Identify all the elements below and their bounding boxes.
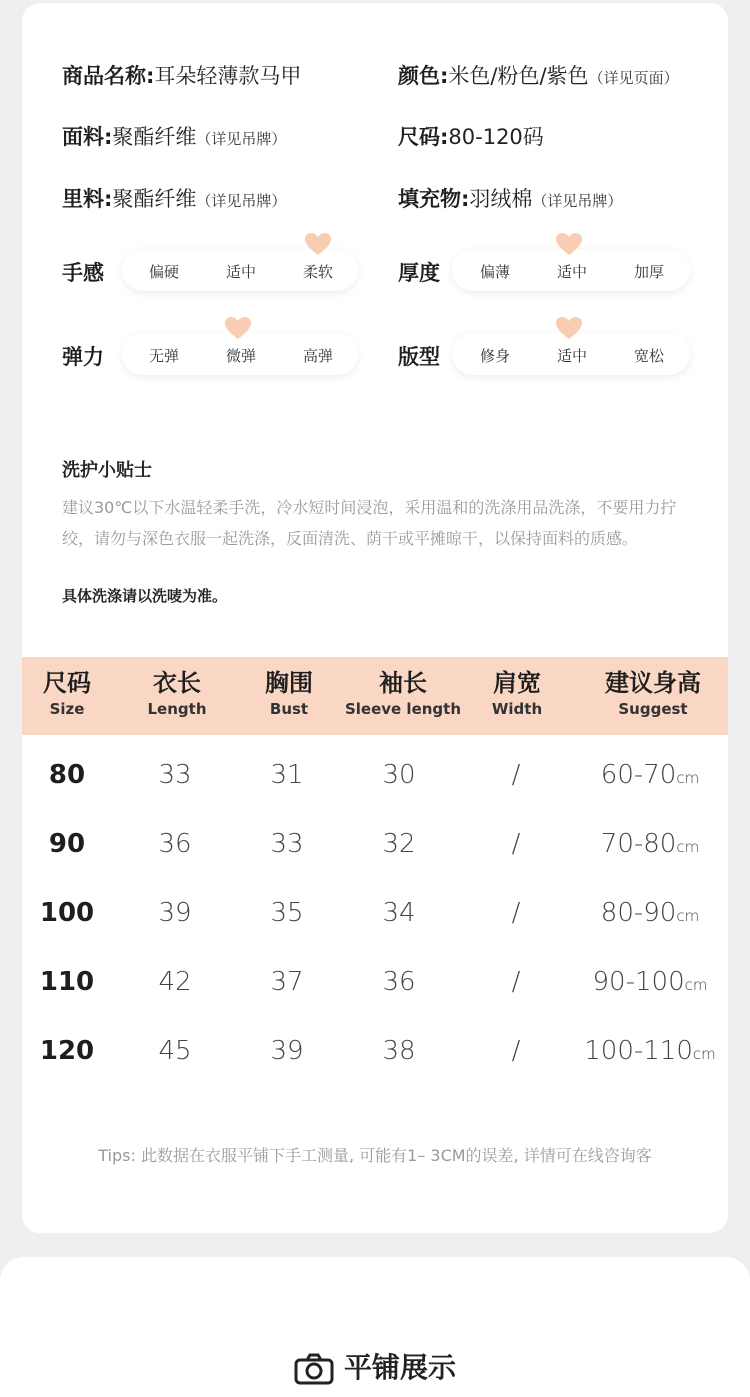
section-title-text: 平铺展示: [343, 1351, 456, 1384]
measurement-tips: Tips: 此数据在衣服平铺下手工测量, 可能有1– 3CM的误差, 详情可在线咨询客: [98, 1146, 652, 1165]
rating-option: 修身: [479, 347, 510, 365]
cell-length: 42: [158, 967, 192, 997]
info-note: （详见吊牌）: [196, 130, 287, 148]
cell-sleeve: 34: [382, 898, 416, 928]
cell-size: 120: [39, 1036, 95, 1066]
info-label: 里料:: [62, 187, 113, 211]
info-label: 面料:: [62, 125, 113, 149]
rating-label-thickness: 厚度: [398, 261, 440, 285]
header-sleeve: [338, 667, 468, 719]
section-title: [0, 1346, 750, 1386]
info-label: 填充物:: [398, 187, 470, 211]
cell-width: /: [511, 760, 521, 790]
rating-option: 无弹: [148, 347, 179, 365]
header-size: [22, 667, 112, 719]
header-en: Bust: [269, 700, 309, 718]
cell-height: [575, 967, 725, 997]
height-range: 70-80: [600, 829, 677, 859]
info-value: 耳朵轻薄款马甲: [154, 64, 302, 88]
heart-icon: [555, 232, 583, 256]
height-range: 90-100: [592, 967, 685, 997]
info-note: （详见吊牌）: [532, 192, 623, 210]
header-width: [467, 667, 567, 719]
height-unit: cm: [676, 838, 700, 856]
header-height: [583, 667, 723, 719]
header-bust: [234, 667, 344, 719]
heart-icon: [304, 232, 332, 256]
cell-length: 39: [158, 898, 192, 928]
cell-width: /: [511, 829, 521, 859]
height-unit: cm: [676, 907, 700, 925]
info-product-name: [62, 60, 301, 90]
cell-length: 45: [158, 1036, 192, 1066]
rating-label-fit: 版型: [398, 345, 440, 369]
info-value: 聚酯纤维: [112, 125, 197, 149]
info-lining: [62, 183, 286, 213]
info-value: 聚酯纤维: [112, 187, 197, 211]
height-range: 80-90: [600, 898, 677, 928]
cell-height: [575, 760, 725, 790]
rating-option: 柔软: [302, 263, 333, 281]
care-title: 洗护小贴士: [62, 460, 152, 481]
cell-bust: 31: [270, 760, 304, 790]
height-unit: cm: [676, 769, 700, 787]
info-note: （详见页面）: [588, 69, 679, 87]
camera-icon: [294, 1353, 334, 1385]
header-cn: 肩宽: [493, 669, 541, 697]
cell-size: 100: [39, 898, 95, 928]
info-label: 颜色:: [398, 64, 449, 88]
cell-size: 80: [48, 760, 86, 790]
header-length: [122, 667, 232, 719]
rating-label-feel: 手感: [62, 261, 104, 285]
care-note: 具体洗涤请以洗唛为准。: [62, 587, 228, 605]
header-en: Width: [491, 700, 543, 718]
info-note: （详见吊牌）: [196, 192, 287, 210]
header-cn: 尺码: [43, 669, 91, 697]
header-cn: 袖长: [379, 669, 427, 697]
cell-sleeve: 32: [382, 829, 416, 859]
header-en: Suggest: [618, 700, 688, 718]
cell-bust: 39: [270, 1036, 304, 1066]
cell-size: 110: [39, 967, 95, 997]
cell-sleeve: 36: [382, 967, 416, 997]
info-value: 羽绒棉: [469, 187, 533, 211]
info-filling: [398, 183, 622, 213]
rating-label-elasticity: 弹力: [62, 345, 104, 369]
height-range: 60-70: [600, 760, 677, 790]
rating-option: 加厚: [633, 263, 664, 281]
heart-icon: [555, 316, 583, 340]
cell-size: 90: [48, 829, 86, 859]
cell-sleeve: 38: [382, 1036, 416, 1066]
info-color: [398, 60, 679, 90]
header-cn: 衣长: [153, 669, 201, 697]
info-label: 商品名称:: [62, 64, 155, 88]
cell-sleeve: 30: [382, 760, 416, 790]
size-table-header: [22, 657, 728, 735]
rating-option: 偏薄: [479, 263, 510, 281]
cell-height: [575, 898, 725, 928]
heart-icon: [224, 316, 252, 340]
header-cn: 胸围: [265, 669, 313, 697]
cell-bust: 33: [270, 829, 304, 859]
rating-option: 微弹: [225, 347, 256, 365]
info-value: 80-120码: [448, 125, 544, 149]
cell-height: [575, 829, 725, 859]
info-label: 尺码:: [398, 125, 449, 149]
rating-option: 高弹: [302, 347, 333, 365]
cell-width: /: [511, 1036, 521, 1066]
header-en: Length: [147, 700, 207, 718]
cell-bust: 37: [270, 967, 304, 997]
header-en: Sleeve length: [344, 700, 462, 718]
cell-height: [575, 1036, 725, 1066]
rating-option: 偏硬: [148, 263, 179, 281]
rating-option: 宽松: [633, 347, 664, 365]
height-unit: cm: [692, 1045, 716, 1063]
cell-width: /: [511, 898, 521, 928]
rating-option: 适中: [556, 347, 587, 365]
cell-bust: 35: [270, 898, 304, 928]
info-value: 米色/粉色/紫色: [448, 64, 589, 88]
info-fabric: [62, 121, 286, 151]
care-text: 建议30℃以下水温轻柔手洗，冷水短时间浸泡，采用温和的洗涤用品洗涤，不要用力拧绞，请勿与深色衣服一起洗涤，反面清洗、荫干或平摊晾干，以保持面料的质感。: [62, 498, 677, 548]
rating-option: 适中: [556, 263, 587, 281]
cell-length: 33: [158, 760, 192, 790]
header-en: Size: [49, 700, 85, 718]
height-range: 100-110: [584, 1036, 693, 1066]
rating-option: 适中: [225, 263, 256, 281]
cell-length: 36: [158, 829, 192, 859]
info-size: [398, 121, 544, 151]
height-unit: cm: [684, 976, 708, 994]
header-cn: 建议身高: [605, 669, 701, 697]
cell-width: /: [511, 967, 521, 997]
